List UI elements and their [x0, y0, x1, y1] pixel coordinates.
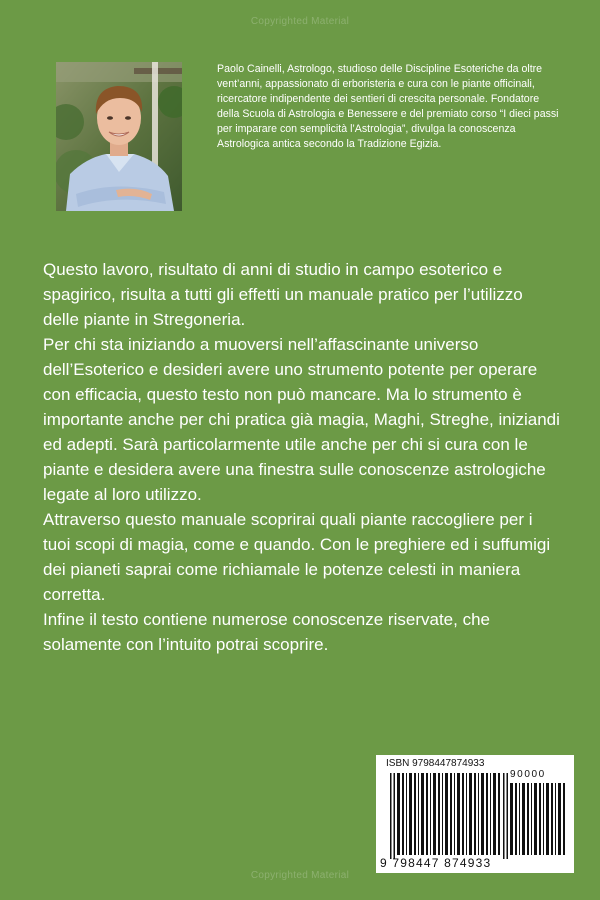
barcode-bar: [555, 783, 556, 855]
barcode-guard-bar: [390, 773, 392, 859]
isbn-label: ISBN 9798447874933: [386, 758, 485, 769]
barcode-bar: [418, 773, 419, 855]
barcode-bar: [469, 773, 472, 855]
barcode-bar: [531, 783, 532, 855]
isbn-barcode: [376, 755, 574, 873]
back-cover-blurb: [43, 257, 563, 657]
barcode-bar: [563, 783, 565, 855]
barcode-bar: [474, 773, 476, 855]
barcode-bar: [493, 773, 496, 855]
barcode-bar: [430, 773, 431, 855]
barcode-bar: [442, 773, 443, 855]
barcode-bar: [510, 783, 513, 855]
barcode-bar: [539, 783, 541, 855]
author-photo: [56, 62, 182, 211]
barcode-ean-digits: 9 798447 874933: [380, 856, 492, 870]
barcode-bar: [433, 773, 436, 855]
copyright-watermark-bottom: Copyrighted Material: [250, 870, 350, 881]
barcode-bar: [498, 773, 500, 855]
barcode-bar: [426, 773, 428, 855]
blurb-paragraph: Questo lavoro, risultato di anni di studio in campo esoterico e spagirico, risulta a tutti gli effetti un manuale pratico per l’utilizzo delle piante in Stregoneria.: [43, 260, 523, 329]
barcode-bar: [406, 773, 407, 855]
barcode-bar: [551, 783, 553, 855]
barcode-bar: [481, 773, 484, 855]
barcode-guard-bar: [507, 773, 509, 859]
barcode-bar: [519, 783, 520, 855]
copyright-watermark-top: Copyrighted Material: [250, 16, 350, 27]
barcode-bar: [546, 783, 549, 855]
barcode-guard-bar: [503, 773, 505, 859]
barcode-bar: [543, 783, 544, 855]
barcode-bar: [409, 773, 412, 855]
barcode-bar: [466, 773, 467, 855]
barcode-bar: [534, 783, 537, 855]
author-portrait-illustration: [56, 62, 182, 211]
barcode-bar: [397, 773, 400, 855]
barcode-bar: [558, 783, 561, 855]
barcode-bar: [414, 773, 416, 855]
barcode-bar: [490, 773, 491, 855]
barcode-bar: [457, 773, 460, 855]
barcode-price-digits: 90000: [510, 769, 546, 780]
barcode-bar: [454, 773, 455, 855]
blurb-paragraph: Infine il testo contiene numerose conoscenze riservate, che solamente con l’intuito potrai scoprire.: [43, 610, 490, 654]
barcode-bar: [450, 773, 452, 855]
barcode-bar: [421, 773, 424, 855]
blurb-paragraph: Attraverso questo manuale scoprirai quali piante raccogliere per i tuoi scopi di magia, come e quando. Con le preghiere ed i suffumigi dei pianeti saprai come richiamale le potenze celesti in maniera corretta.: [43, 510, 551, 604]
barcode-bar: [402, 773, 404, 855]
barcode-bar: [445, 773, 448, 855]
barcode-bar: [515, 783, 517, 855]
barcode-bar: [486, 773, 488, 855]
barcode-bar: [438, 773, 440, 855]
author-bio: Paolo Cainelli, Astrologo, studioso delle Discipline Esoteriche da oltre vent’anni, appassionato di erboristeria e cura con le piante officinali, ricercatore indipendente dei sentieri di crescita personale. Fondatore della Scuola di Astrologia e Benessere e del premiato corso “I dieci passi per imparare con semplicità l’Astrologia”, divulga la conoscenza Astrologica antica secondo la Tradizione Egizia.: [217, 63, 559, 150]
barcode-bar: [478, 773, 479, 855]
barcode-guard-bar: [394, 773, 396, 859]
barcode-bar: [462, 773, 464, 855]
barcode-bar: [527, 783, 529, 855]
barcode-bar: [522, 783, 525, 855]
blurb-paragraph: Per chi sta iniziando a muoversi nell’affascinante universo dell’Esoterico e desideri avere uno strumento potente per operare con efficacia, questo testo non può mancare. Ma lo strumento è importante anche per chi pratica già magia, Maghi, Streghe, iniziandi ed adepti. Sarà particolarmente utile anche per chi si cura con le piante e desidera avere una finestra sulle conoscenze astrologiche legate al loro utilizzo.: [43, 335, 560, 504]
